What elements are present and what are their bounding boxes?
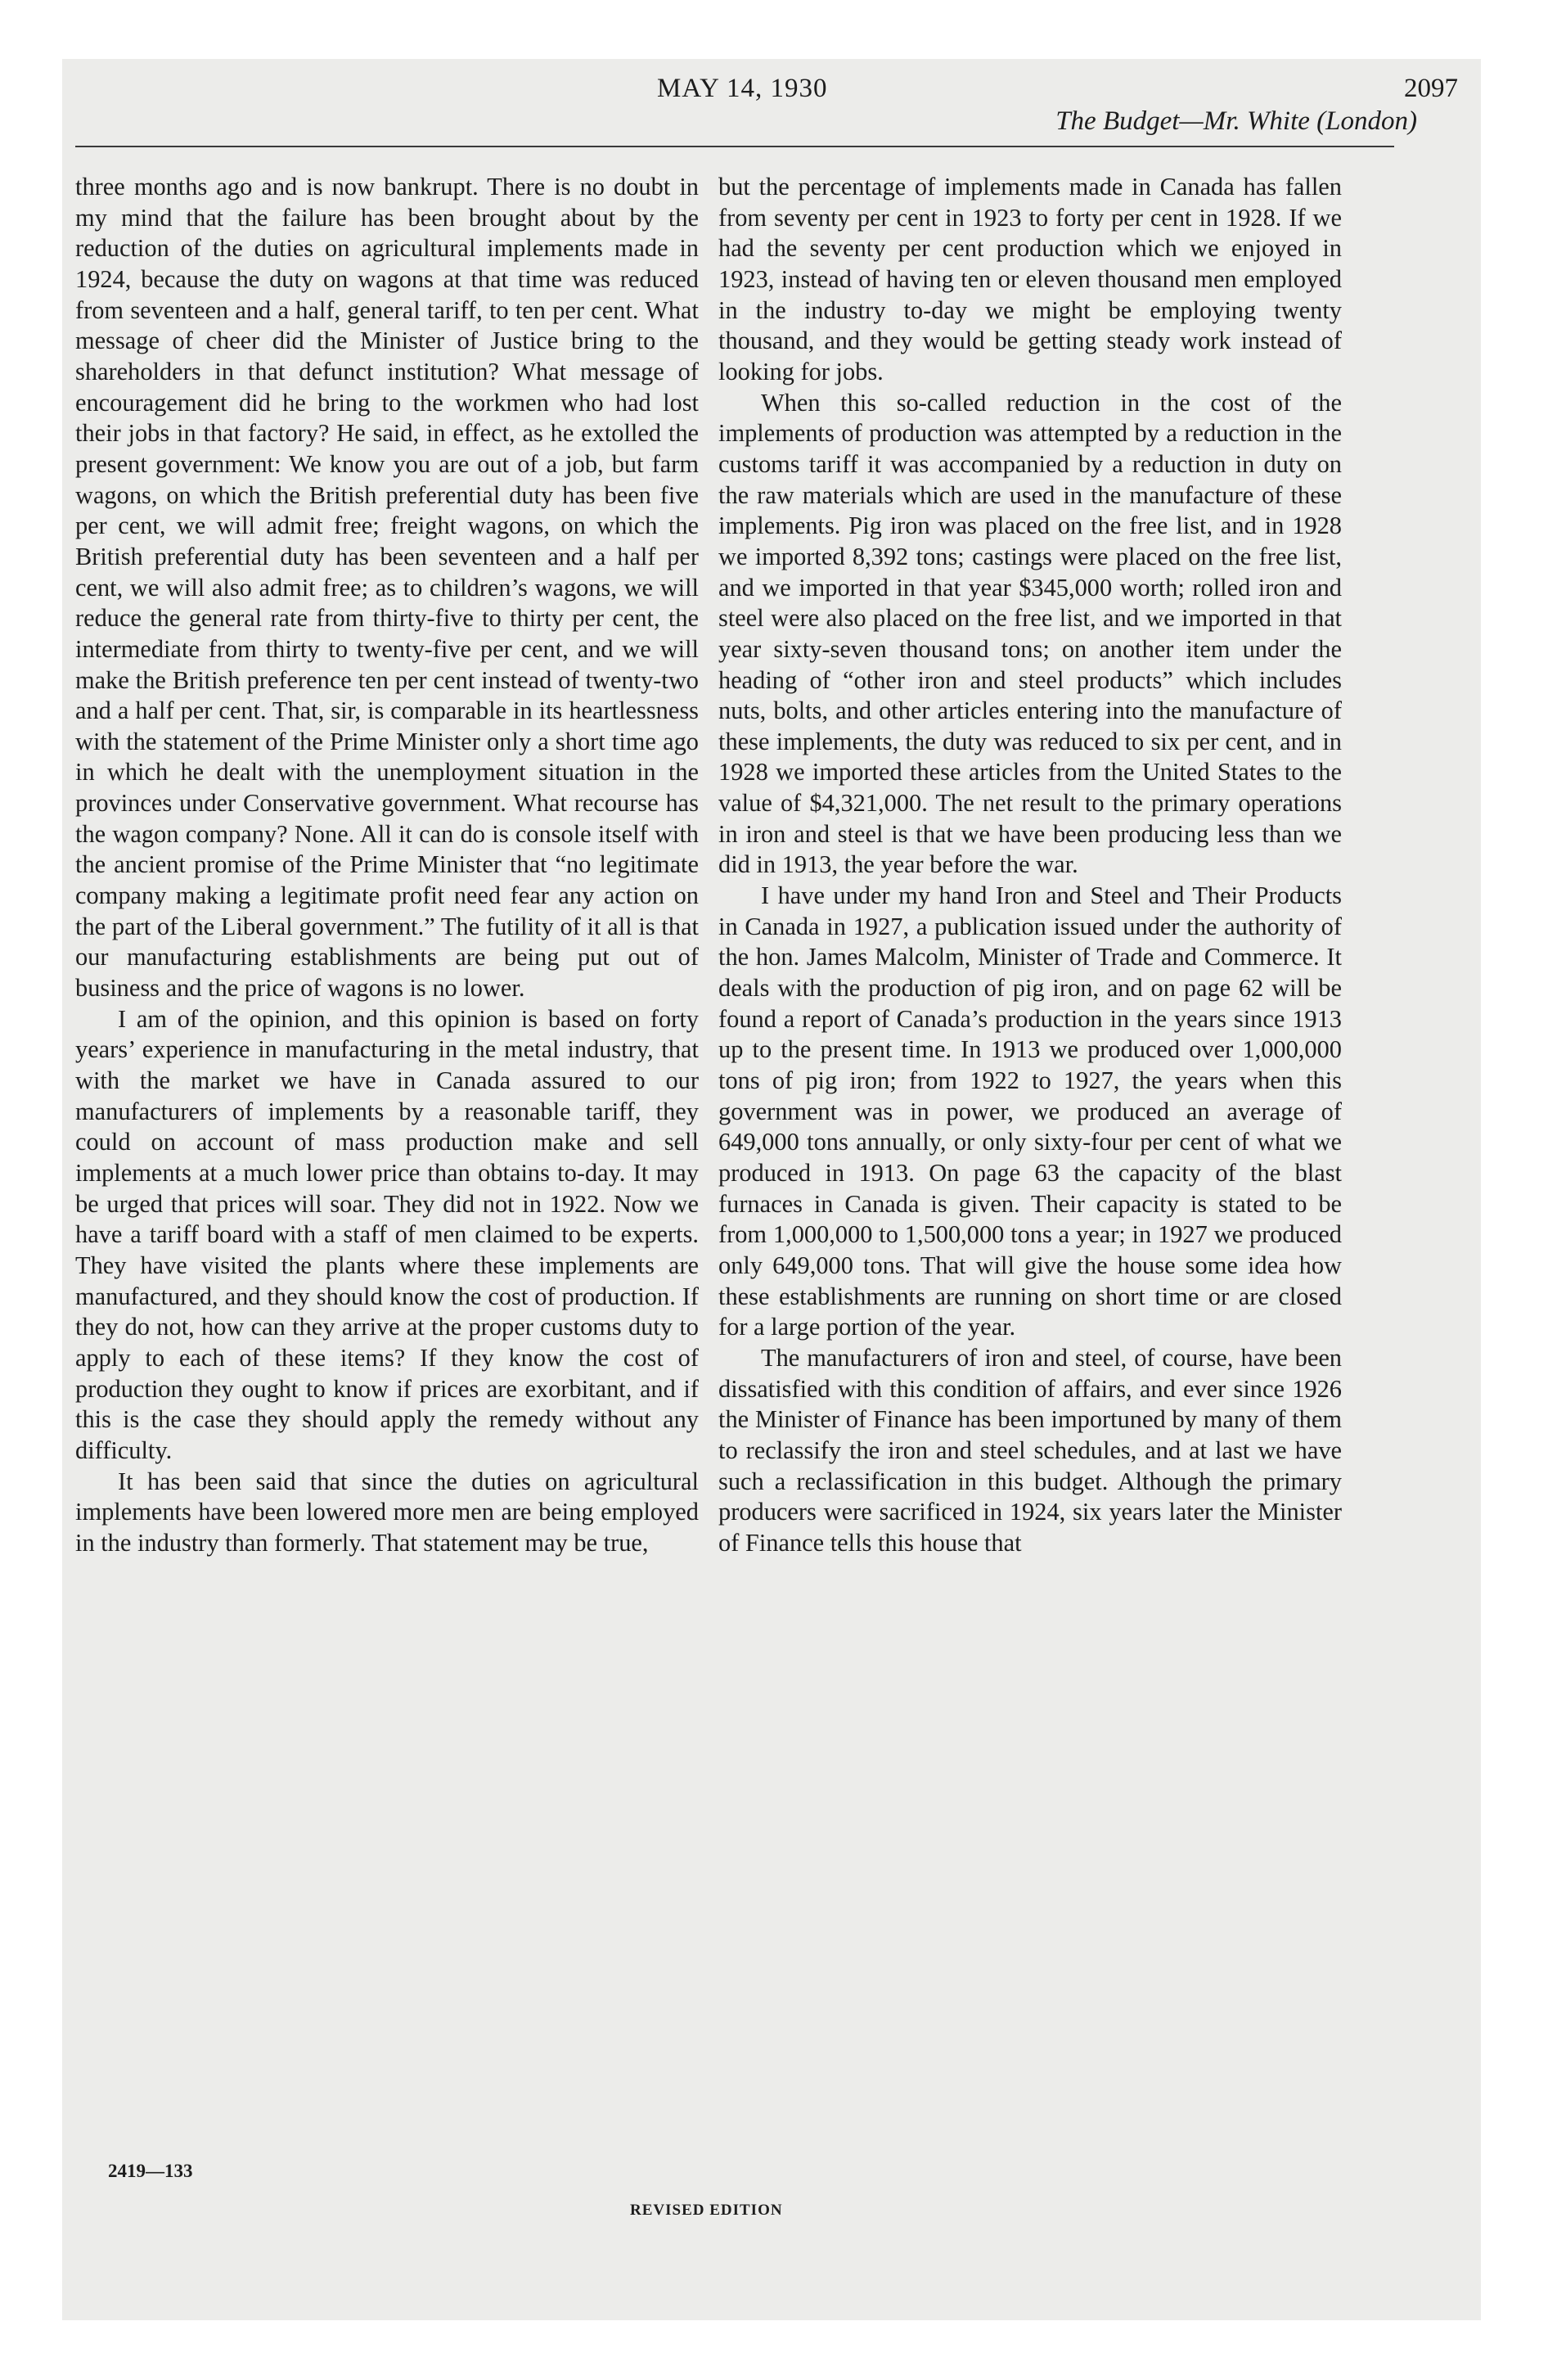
printer-signature: 2419—133	[108, 2161, 193, 2181]
paragraph: I am of the opinion, and this opinion is based on forty years’ experience in manufacturing in the metal industry, that with the market we have in Canada assured to our manufacturers of implements by a reasonable tariff, they could on account of mass production make and sell implements at a much lower price than obtains to-day. It may be urged that prices will soar. They did not in 1922. Now we have a tariff board with a staff of men claimed to be experts. They have visited the plants where these implements are manufactured, and they should know the cost of production. If they do not, how can they arrive at the proper customs duty to apply to each of these items? If they know the cost of production they ought to know if prices are exorbitant, and if this is the case they should apply the remedy without any difficulty.	[75, 1004, 699, 1464]
paragraph: three months ago and is now bankrupt. There is no doubt in my mind that the failure has been brought about by the reduction of the duties on agricultural implements made in 1924, because the duty on wagons at that time was reduced from seventeen and a half, general tariff, to ten per cent. What message of cheer did the Minister of Justice bring to the shareholders in that defunct institution? What message of encouragement did he bring to the workmen who had lost their jobs in that factory? He said, in effect, as he extolled the present government: We know you are out of a job, but farm wagons, on which the British preferential duty has been five per cent, we will admit free; freight wagons, on which the British preferential duty has been seventeen and a half per cent, we will also admit free; as to children’s wagons, we will reduce the general rate from thirty-five to thirty per cent, the intermediate from thirty to twenty-five per cent, and we will make the British preference ten per cent instead of twenty-two and a half per cent. That, sir, is comparable in its heartlessness with the statement of the Prime Minister only a short time ago in which he dealt with the unemployment situation in the provinces under Conservative government. What recourse has the wagon company? None. All it can do is console itself with the ancient promise of the Prime Minister that “no legitimate company making a legitimate profit need fear any action on the part of the Liberal government.” The futility of it all is that our manufacturing establishments are being put out of business and the price of wagons is no lower.	[75, 173, 699, 1003]
header-rule	[75, 146, 1394, 147]
left-column	[75, 172, 699, 1559]
paragraph: It has been said that since the duties on agricultural implements have been lowered more men are being employed in the industry than formerly. That statement may be true,	[75, 1467, 699, 1557]
right-column	[718, 172, 1342, 1559]
paragraph: When this so-called reduction in the cost of the implements of production was attempted by a reduction in the customs tariff it was accompanied by a reduction in duty on the raw materials which are used in the manufacture of these implements. Pig iron was placed on the free list, and in 1928 we imported 8,392 tons; castings were placed on the free list, and we imported in that year $345,000 worth; rolled iron and steel were also placed on the free list, and we imported in that year sixty-seven thousand tons; on another item under the heading of “other iron and steel products” which includes nuts, bolts, and other articles entering into the manufacture of these implements, the duty was reduced to six per cent, and in 1928 we imported these articles from the United States to the value of $4,321,000. The net result to the primary operations in iron and steel is that we have been producing less than we did in 1913, the year before the war.	[718, 388, 1342, 879]
header-date: MAY 14, 1930	[657, 74, 828, 103]
edition-label: REVISED EDITION	[630, 2202, 783, 2219]
paragraph: The manufacturers of iron and steel, of course, have been dissatisfied with this condition of affairs, and ever since 1926 the Minister of Finance has been importuned by many of them to reclassify the iron and steel schedules, and at last we have such a reclassification in this budget. Although the primary producers were sacrificed in 1924, six years later the Minister of Finance tells this house that	[718, 1343, 1342, 1557]
page-number: 2097	[1404, 74, 1458, 103]
paragraph: I have under my hand Iron and Steel and Their Products in Canada in 1927, a publication issued under the authority of the hon. James Malcolm, Minister of Trade and Commerce. It deals with the production of pig iron, and on page 62 will be found a report of Canada’s production in the years since 1913 up to the present time. In 1913 we produced over 1,000,000 tons of pig iron; from 1922 to 1927, the years when this government was in power, we produced an average of 649,000 tons annually, or only sixty-four per cent of what we produced in 1913. On page 63 the capacity of the blast furnaces in Canada is given. Their capacity is stated to be from 1,000,000 to 1,500,000 tons a year; in 1927 we produced only 649,000 tons. That will give the house some idea how these establishments are running on short time or are closed for a large portion of the year.	[718, 881, 1342, 1341]
paragraph: but the percentage of implements made in Canada has fallen from seventy per cent in 1923 to forty per cent in 1928. If we had the seventy per cent production which we enjoyed in 1923, instead of having ten or eleven thousand men employed in the industry to-day we might be employing twenty thousand, and they would be getting steady work instead of looking for jobs.	[718, 173, 1342, 385]
running-head: The Budget—Mr. White (London)	[1055, 106, 1417, 136]
